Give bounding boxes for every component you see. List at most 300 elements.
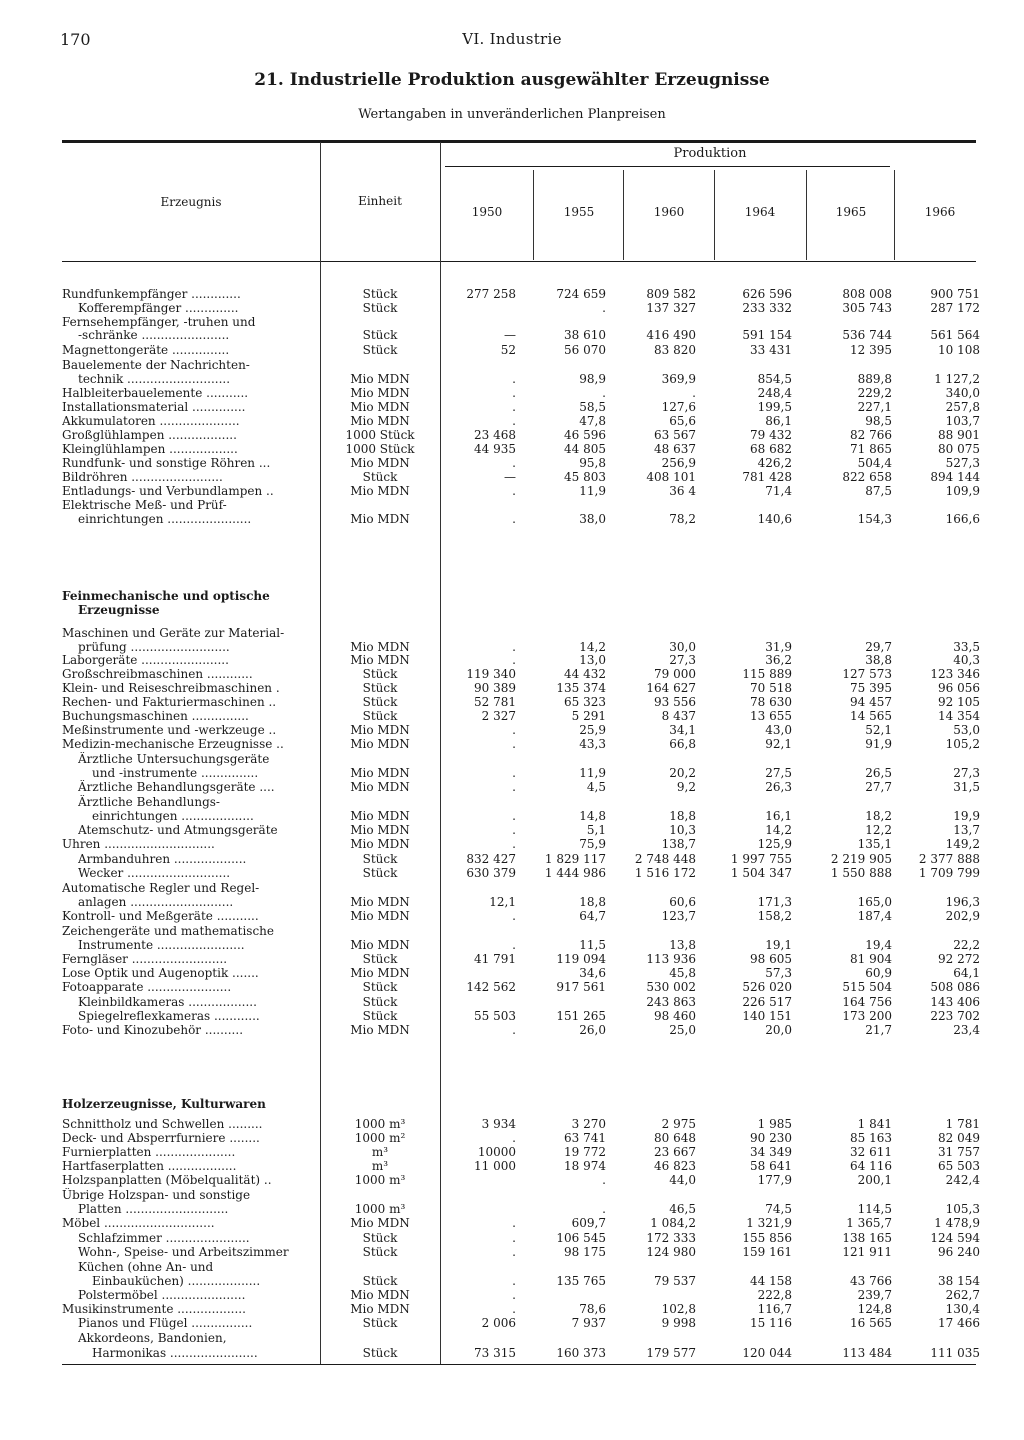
row-value-1966: 287 172	[930, 301, 980, 315]
column-divider	[440, 142, 441, 1364]
row-label: Hartfaserplatten ..................	[62, 1159, 237, 1173]
row-value-1964: 222,8	[757, 1288, 792, 1302]
row-value-1950: 90 389	[474, 681, 516, 695]
row-value-1966: 103,7	[945, 414, 980, 428]
row-unit: Stück	[362, 995, 398, 1009]
row-value-1960: 60,6	[669, 895, 696, 909]
row-unit: Stück	[362, 328, 398, 342]
row-value-1964: 1 985	[757, 1117, 792, 1131]
row-value-1955: 609,7	[571, 1216, 606, 1230]
row-label: Uhren .............................	[62, 837, 215, 851]
row-unit: m³	[371, 1145, 389, 1159]
row-value-1965: 85 163	[850, 1131, 892, 1145]
row-value-1950: .	[512, 909, 516, 923]
row-value-1955: 46 596	[564, 428, 606, 442]
row-value-1966: 894 144	[930, 470, 980, 484]
row-value-1950: 277 258	[466, 287, 516, 301]
row-unit: Stück	[362, 1245, 398, 1259]
row-value-1966: 31,5	[953, 780, 980, 794]
row-value-1950: 11 000	[474, 1159, 516, 1173]
row-value-1966: 13,7	[953, 823, 980, 837]
row-value-1964: 125,9	[757, 837, 792, 851]
row-value-1955: 19 772	[564, 1145, 606, 1159]
row-value-1960: 408 101	[646, 470, 696, 484]
row-value-1950: .	[512, 766, 516, 780]
row-value-1960: 66,8	[669, 737, 696, 751]
row-value-1965: 515 504	[842, 980, 892, 994]
row-value-1965: 889,8	[857, 372, 892, 386]
row-value-1955: 14,2	[579, 640, 606, 654]
row-value-1960: 20,2	[669, 766, 696, 780]
row-label: Halbleiterbauelemente ...........	[62, 386, 249, 400]
row-label: Ferngläser .........................	[62, 952, 228, 966]
row-value-1960: 78,2	[669, 512, 696, 526]
row-label: Möbel .............................	[62, 1216, 215, 1230]
row-value-1950: 10000	[477, 1145, 516, 1159]
row-value-1966: 64,1	[953, 966, 980, 980]
table-subtitle: Wertangaben in unveränderlichen Planpreisen	[358, 107, 666, 122]
row-value-1965: 82 766	[850, 428, 892, 442]
row-value-1964: 43,0	[765, 723, 792, 737]
row-value-1965: 32 611	[850, 1145, 892, 1159]
row-value-1965: 536 744	[842, 328, 892, 342]
row-value-1955: 119 094	[556, 952, 606, 966]
row-value-1960: 416 490	[646, 328, 696, 342]
row-label: Klein- und Reiseschreibmaschinen .	[62, 681, 280, 695]
table-top-rule	[62, 140, 976, 143]
row-value-1964: 98 605	[750, 952, 792, 966]
production-subheader-rule	[445, 166, 890, 167]
row-label: Wecker ...........................	[78, 866, 231, 880]
row-value-1960: 8 437	[661, 709, 696, 723]
row-value-1955: 34,6	[579, 966, 606, 980]
row-value-1960: .	[692, 386, 696, 400]
row-value-1964: 115 889	[742, 667, 792, 681]
row-value-1960: 1 084,2	[650, 1216, 696, 1230]
row-unit: Mio MDN	[350, 414, 410, 428]
row-value-1964: 16,1	[765, 809, 792, 823]
table-bottom-rule	[62, 1364, 976, 1365]
row-value-1960: 127,6	[661, 400, 696, 414]
row-value-1965: 127 573	[842, 667, 892, 681]
row-value-1964: 591 154	[742, 328, 792, 342]
row-value-1955: 11,5	[579, 938, 606, 952]
row-value-1950: .	[512, 809, 516, 823]
row-value-1955: 45 803	[564, 470, 606, 484]
row-label: Fotoapparate ......................	[62, 980, 232, 994]
row-value-1965: 12,2	[865, 823, 892, 837]
column-divider	[320, 142, 321, 1364]
row-value-1960: 179 577	[646, 1346, 696, 1360]
row-value-1950: .	[512, 512, 516, 526]
row-value-1965: 113 484	[842, 1346, 892, 1360]
row-value-1964: 36,2	[765, 653, 792, 667]
row-value-1964: 33 431	[750, 343, 792, 357]
row-value-1955: 106 545	[556, 1231, 606, 1245]
row-value-1966: 1 127,2	[934, 372, 980, 386]
header-bottom-rule	[62, 261, 976, 262]
table-title: 21. Industrielle Produktion ausgewählter Erzeugnisse	[254, 70, 770, 90]
row-value-1955: .	[602, 1202, 606, 1216]
row-value-1966: 242,4	[945, 1173, 980, 1187]
row-value-1966: 257,8	[945, 400, 980, 414]
page-number: 170	[60, 30, 91, 49]
row-value-1950: .	[512, 1302, 516, 1316]
row-value-1964: 1 997 755	[730, 852, 792, 866]
section-heading: Holzerzeugnisse, Kulturwaren	[62, 1097, 266, 1111]
row-value-1966: 92 105	[938, 695, 980, 709]
row-value-1966: 900 751	[930, 287, 980, 301]
row-value-1965: 12 395	[850, 343, 892, 357]
row-unit: 1000 Stück	[345, 428, 415, 442]
row-value-1964: 781 428	[742, 470, 792, 484]
row-label: Holzspanplatten (Möbelqualität) ..	[62, 1173, 272, 1187]
row-value-1960: 138,7	[661, 837, 696, 851]
row-value-1965: 38,8	[865, 653, 892, 667]
row-value-1950: .	[512, 780, 516, 794]
row-value-1950: —	[504, 328, 516, 342]
row-value-1960: 65,6	[669, 414, 696, 428]
row-value-1960: 25,0	[669, 1023, 696, 1037]
row-value-1955: .	[602, 301, 606, 315]
row-value-1960: 46 823	[654, 1159, 696, 1173]
row-value-1966: 223 702	[930, 1009, 980, 1023]
column-header-year: 1960	[653, 205, 685, 219]
row-label: Entladungs- und Verbundlampen ..	[62, 484, 274, 498]
row-value-1964: 74,5	[765, 1202, 792, 1216]
running-header: VI. Industrie	[462, 30, 562, 48]
row-value-1960: 46,5	[669, 1202, 696, 1216]
row-value-1955: 25,9	[579, 723, 606, 737]
row-unit: Mio MDN	[350, 938, 410, 952]
row-value-1960: 36 4	[669, 484, 696, 498]
row-value-1965: 227,1	[857, 400, 892, 414]
row-value-1964: 14,2	[765, 823, 792, 837]
row-value-1966: 105,3	[945, 1202, 980, 1216]
row-value-1965: 121 911	[842, 1245, 892, 1259]
row-value-1950: .	[512, 372, 516, 386]
row-value-1955: 151 265	[556, 1009, 606, 1023]
row-value-1966: 10 108	[938, 343, 980, 357]
row-value-1960: 93 556	[654, 695, 696, 709]
row-value-1964: 140 151	[742, 1009, 792, 1023]
row-value-1965: 1 365,7	[846, 1216, 892, 1230]
row-unit: Mio MDN	[350, 1216, 410, 1230]
row-unit: Stück	[362, 695, 398, 709]
row-value-1965: 1 550 888	[830, 866, 892, 880]
row-value-1955: 78,6	[579, 1302, 606, 1316]
row-value-1960: 83 820	[654, 343, 696, 357]
row-value-1966: 53,0	[953, 723, 980, 737]
row-value-1964: 248,4	[757, 386, 792, 400]
row-value-1955: .	[602, 386, 606, 400]
row-label: Maschinen und Geräte zur Material-	[62, 626, 285, 640]
row-unit: Stück	[362, 1316, 398, 1330]
row-unit: Stück	[362, 980, 398, 994]
row-value-1950: .	[512, 938, 516, 952]
row-unit: Stück	[362, 1274, 398, 1288]
row-label: Akkordeons, Bandonien,	[78, 1331, 227, 1345]
row-value-1965: 52,1	[865, 723, 892, 737]
row-value-1960: 23 667	[654, 1145, 696, 1159]
row-value-1965: 98,5	[865, 414, 892, 428]
row-value-1960: 2 748 448	[634, 852, 696, 866]
column-header-unit: Einheit	[358, 194, 402, 208]
row-label: Armbanduhren ...................	[78, 852, 247, 866]
row-value-1965: 19,4	[865, 938, 892, 952]
row-label: prüfung ..........................	[78, 640, 230, 654]
row-value-1964: 15 116	[750, 1316, 792, 1330]
row-label: -schränke .......................	[78, 328, 230, 342]
row-value-1966: 19,9	[953, 809, 980, 823]
row-value-1965: 165,0	[857, 895, 892, 909]
row-value-1964: 58 641	[750, 1159, 792, 1173]
row-value-1966: 508 086	[930, 980, 980, 994]
row-label: Kontroll- und Meßgeräte ...........	[62, 909, 259, 923]
row-value-1950: .	[512, 723, 516, 737]
row-value-1965: 173 200	[842, 1009, 892, 1023]
column-header-year: 1966	[924, 205, 956, 219]
row-value-1966: 166,6	[945, 512, 980, 526]
row-label: Rechen- und Fakturiermaschinen ..	[62, 695, 277, 709]
row-value-1964: 526 020	[742, 980, 792, 994]
row-unit: Stück	[362, 1009, 398, 1023]
row-unit: Mio MDN	[350, 456, 410, 470]
row-value-1966: 527,3	[945, 456, 980, 470]
row-unit: 1000 Stück	[345, 442, 415, 456]
row-label: Foto- und Kinozubehör ..........	[62, 1023, 244, 1037]
row-value-1966: 82 049	[938, 1131, 980, 1145]
section-heading: Erzeugnisse	[78, 603, 160, 617]
row-value-1950: —	[504, 470, 516, 484]
row-value-1964: 233 332	[742, 301, 792, 315]
row-label: Laborgeräte .......................	[62, 653, 229, 667]
row-value-1960: 45,8	[669, 966, 696, 980]
row-value-1966: 27,3	[953, 766, 980, 780]
row-value-1950: 23 468	[474, 428, 516, 442]
row-value-1964: 13 655	[750, 709, 792, 723]
row-value-1964: 199,5	[757, 400, 792, 414]
row-label: Fernsehempfänger, -truhen und	[62, 315, 256, 329]
row-value-1950: .	[512, 823, 516, 837]
row-value-1955: 18,8	[579, 895, 606, 909]
row-value-1964: 155 856	[742, 1231, 792, 1245]
row-value-1960: 63 567	[654, 428, 696, 442]
row-value-1960: 79 000	[654, 667, 696, 681]
row-value-1966: 40,3	[953, 653, 980, 667]
row-unit: Mio MDN	[350, 909, 410, 923]
row-value-1950: .	[512, 1131, 516, 1145]
row-value-1955: 47,8	[579, 414, 606, 428]
row-value-1950: 142 562	[466, 980, 516, 994]
row-value-1964: 159 161	[742, 1245, 792, 1259]
row-value-1966: 1 781	[945, 1117, 980, 1131]
row-unit: 1000 m³	[354, 1173, 406, 1187]
row-value-1955: 43,3	[579, 737, 606, 751]
row-value-1955: 11,9	[579, 766, 606, 780]
row-unit: Stück	[362, 667, 398, 681]
row-value-1966: 105,2	[945, 737, 980, 751]
row-value-1950: 832 427	[466, 852, 516, 866]
row-unit: Mio MDN	[350, 1023, 410, 1037]
row-value-1966: 111 035	[930, 1346, 980, 1360]
row-value-1964: 92,1	[765, 737, 792, 751]
row-value-1960: 256,9	[661, 456, 696, 470]
row-value-1966: 561 564	[930, 328, 980, 342]
row-value-1966: 123 346	[930, 667, 980, 681]
row-value-1966: 88 901	[938, 428, 980, 442]
row-label: Deck- und Absperrfurniere ........	[62, 1131, 260, 1145]
row-value-1966: 1 478,9	[934, 1216, 980, 1230]
row-value-1960: 27,3	[669, 653, 696, 667]
row-value-1950: .	[512, 400, 516, 414]
row-value-1965: 60,9	[865, 966, 892, 980]
row-unit: Stück	[362, 709, 398, 723]
row-value-1955: 3 270	[571, 1117, 606, 1131]
row-unit: Mio MDN	[350, 780, 410, 794]
row-value-1950: 52 781	[474, 695, 516, 709]
row-value-1960: 123,7	[661, 909, 696, 923]
row-value-1965: 87,5	[865, 484, 892, 498]
row-value-1955: 95,8	[579, 456, 606, 470]
row-value-1960: 2 975	[661, 1117, 696, 1131]
row-value-1964: 70 518	[750, 681, 792, 695]
row-value-1950: .	[512, 1274, 516, 1288]
row-value-1950: 2 006	[481, 1316, 516, 1330]
row-value-1955: 135 374	[556, 681, 606, 695]
row-value-1964: 34 349	[750, 1145, 792, 1159]
row-unit: Mio MDN	[350, 386, 410, 400]
row-value-1964: 71,4	[765, 484, 792, 498]
row-value-1960: 98 460	[654, 1009, 696, 1023]
row-value-1966: 1 709 799	[918, 866, 980, 880]
row-value-1955: 5,1	[586, 823, 606, 837]
row-value-1955: 63 741	[564, 1131, 606, 1145]
row-value-1960: 34,1	[669, 723, 696, 737]
column-header-year: 1950	[471, 205, 503, 219]
row-unit: Mio MDN	[350, 653, 410, 667]
row-value-1960: 102,8	[661, 1302, 696, 1316]
row-label: Großglühlampen ..................	[62, 428, 237, 442]
row-value-1955: 1 829 117	[544, 852, 606, 866]
row-value-1950: 41 791	[474, 952, 516, 966]
row-value-1965: 239,7	[857, 1288, 892, 1302]
row-value-1960: 18,8	[669, 809, 696, 823]
row-unit: Mio MDN	[350, 1288, 410, 1302]
row-value-1964: 44 158	[750, 1274, 792, 1288]
row-label: Akkumulatoren .....................	[62, 414, 240, 428]
row-label: Kofferempfänger ..............	[78, 301, 239, 315]
row-value-1965: 91,9	[865, 737, 892, 751]
row-value-1960: 13,8	[669, 938, 696, 952]
row-value-1950: .	[512, 653, 516, 667]
row-value-1955: 4,5	[586, 780, 606, 794]
row-value-1966: 149,2	[945, 837, 980, 851]
row-value-1955: 135 765	[556, 1274, 606, 1288]
row-value-1965: 29,7	[865, 640, 892, 654]
row-value-1964: 68 682	[750, 442, 792, 456]
row-value-1960: 809 582	[646, 287, 696, 301]
row-unit: Stück	[362, 952, 398, 966]
row-value-1950: .	[512, 456, 516, 470]
row-value-1960: 48 637	[654, 442, 696, 456]
row-label: Ärztliche Behandlungsgeräte ....	[78, 780, 275, 794]
row-unit: Mio MDN	[350, 766, 410, 780]
row-value-1955: 64,7	[579, 909, 606, 923]
row-unit: 1000 m³	[354, 1202, 406, 1216]
row-unit: Stück	[362, 301, 398, 315]
row-value-1964: 31,9	[765, 640, 792, 654]
row-value-1965: 504,4	[857, 456, 892, 470]
row-value-1965: 135,1	[857, 837, 892, 851]
column-header-year: 1955	[563, 205, 595, 219]
row-value-1950: 44 935	[474, 442, 516, 456]
row-value-1965: 16 565	[850, 1316, 892, 1330]
row-value-1965: 187,4	[857, 909, 892, 923]
row-label: Lose Optik und Augenoptik .......	[62, 966, 259, 980]
row-value-1950: 630 379	[466, 866, 516, 880]
row-unit: Mio MDN	[350, 895, 410, 909]
row-value-1950: .	[512, 1231, 516, 1245]
row-label: Meßinstrumente und -werkzeuge ..	[62, 723, 277, 737]
row-value-1965: 64 116	[850, 1159, 892, 1173]
row-unit: Mio MDN	[350, 372, 410, 386]
row-value-1950: 119 340	[466, 667, 516, 681]
row-value-1955: 56 070	[564, 343, 606, 357]
row-label: Wohn-, Speise- und Arbeitszimmer	[78, 1245, 289, 1259]
row-value-1966: 23,4	[953, 1023, 980, 1037]
row-value-1955: 75,9	[579, 837, 606, 851]
row-value-1960: 113 936	[646, 952, 696, 966]
row-value-1964: 226 517	[742, 995, 792, 1009]
row-value-1964: 158,2	[757, 909, 792, 923]
row-value-1950: .	[512, 837, 516, 851]
row-value-1950: 12,1	[489, 895, 516, 909]
row-value-1955: 11,9	[579, 484, 606, 498]
row-value-1950: .	[512, 414, 516, 428]
row-label: Küchen (ohne An- und	[78, 1260, 214, 1274]
row-unit: Mio MDN	[350, 400, 410, 414]
row-value-1966: 340,0	[945, 386, 980, 400]
row-label: Kleinglühlampen ..................	[62, 442, 238, 456]
row-label: Rundfunk- und sonstige Röhren ...	[62, 456, 271, 470]
row-value-1964: 1 504 347	[730, 866, 792, 880]
row-label: und -instrumente ...............	[92, 766, 259, 780]
row-label: Harmonikas .......................	[92, 1346, 258, 1360]
row-value-1955: 14,8	[579, 809, 606, 823]
row-unit: Mio MDN	[350, 640, 410, 654]
row-value-1964: 120 044	[742, 1346, 792, 1360]
row-value-1965: 164 756	[842, 995, 892, 1009]
row-value-1966: 22,2	[953, 938, 980, 952]
row-value-1966: 80 075	[938, 442, 980, 456]
row-value-1966: 124 594	[930, 1231, 980, 1245]
row-value-1964: 177,9	[757, 1173, 792, 1187]
row-value-1964: 90 230	[750, 1131, 792, 1145]
row-value-1965: 200,1	[857, 1173, 892, 1187]
row-label: Pianos und Flügel ................	[78, 1316, 253, 1330]
row-value-1960: 80 648	[654, 1131, 696, 1145]
row-value-1964: 78 630	[750, 695, 792, 709]
row-value-1964: 79 432	[750, 428, 792, 442]
row-value-1965: 26,5	[865, 766, 892, 780]
row-value-1960: 9 998	[661, 1316, 696, 1330]
row-value-1955: 5 291	[571, 709, 606, 723]
row-value-1960: 164 627	[646, 681, 696, 695]
row-value-1965: 75 395	[850, 681, 892, 695]
row-value-1966: 130,4	[945, 1302, 980, 1316]
row-value-1955: 160 373	[556, 1346, 606, 1360]
